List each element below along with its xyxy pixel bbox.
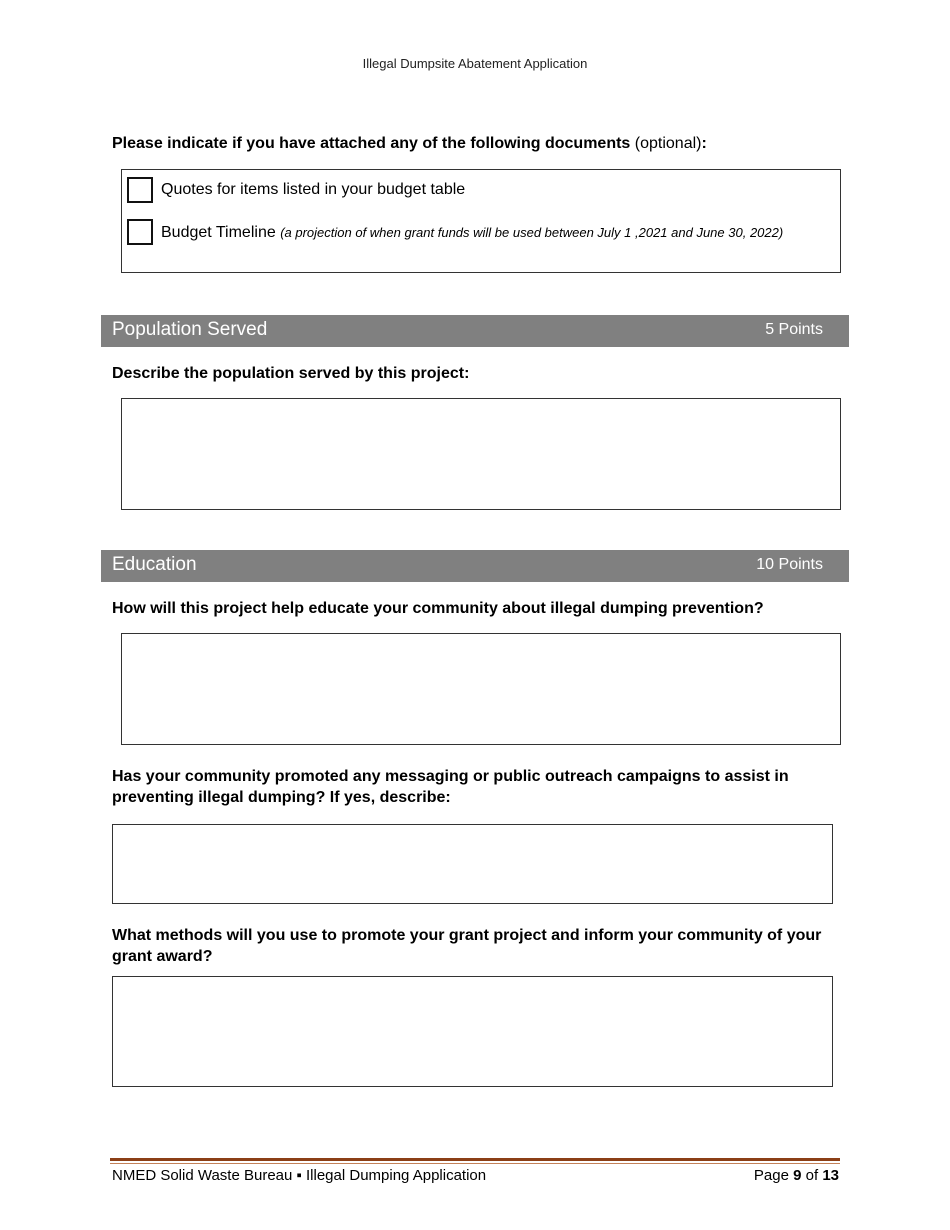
education-answer-field-3[interactable] <box>112 976 833 1087</box>
page-header-title: Illegal Dumpsite Abatement Application <box>362 56 588 71</box>
budget-timeline-checkbox[interactable] <box>127 219 153 245</box>
budget-timeline-checkbox-label <box>161 224 783 242</box>
population-question: Describe the population served by this project: <box>112 365 470 382</box>
footer-page-current: 9 <box>793 1167 802 1184</box>
attachments-prompt-bold: Please indicate if you have attached any of the following documents <box>112 135 631 152</box>
attachments-box <box>121 169 841 273</box>
footer-of-word: of <box>805 1167 819 1184</box>
education-section-title: Education <box>112 554 197 575</box>
budget-timeline-note: (a projection of when grant funds will be used between July 1 ,2021 and June 30, 2022) <box>280 225 784 240</box>
education-answer-field-1[interactable] <box>121 633 841 745</box>
education-question-3: What methods will you use to promote your grant project and inform your community of your grant award? <box>112 927 822 965</box>
quotes-checkbox-label: Quotes for items listed in your budget table <box>161 181 466 198</box>
education-question-2: Has your community promoted any messaging or public outreach campaigns to assist in preventing illegal dumping? If yes, describe: <box>112 768 789 806</box>
population-section-points: 5 Points <box>765 321 823 338</box>
attachments-prompt <box>112 133 707 154</box>
attachments-prompt-optional: (optional) <box>634 135 702 152</box>
footer-left-text: NMED Solid Waste Bureau ▪ Illegal Dumping Application <box>112 1167 487 1184</box>
footer-page-word: Page <box>753 1167 789 1184</box>
population-section-title: Population Served <box>112 319 268 340</box>
footer-page-number <box>754 1167 839 1184</box>
population-answer-field[interactable] <box>121 398 841 510</box>
population-section-header <box>101 315 849 347</box>
education-section-points: 10 Points <box>756 556 823 573</box>
budget-timeline-label: Budget Timeline <box>161 224 276 241</box>
footer-rule-dark <box>110 1158 840 1161</box>
footer-page-total: 13 <box>822 1167 839 1184</box>
education-question-1: How will this project help educate your community about illegal dumping prevention? <box>112 600 764 617</box>
education-answer-field-2[interactable] <box>112 824 833 904</box>
education-section-header <box>101 550 849 582</box>
footer-rule-light <box>110 1163 840 1164</box>
attachments-prompt-colon: : <box>701 135 707 152</box>
quotes-checkbox[interactable] <box>127 177 153 203</box>
